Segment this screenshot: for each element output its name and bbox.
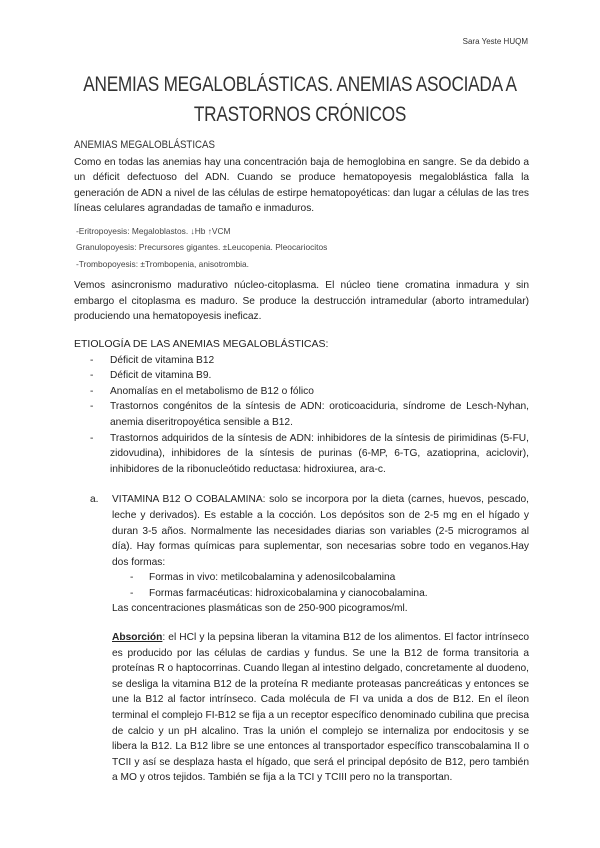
hema-item: Granulopoyesis: Precursores gigantes. ±Leucopenia. Pleocariocitos <box>76 242 328 253</box>
section-heading: ANEMIAS MEGALOBLÁSTICAS <box>74 139 215 151</box>
asynchronism-paragraph: Vemos asincronismo madurativo núcleo-citoplasma. El núcleo tiene cromatina inmadura y sin embargo el citoplasma es maduro. Se produce la destrucción intramedular (aborto intramedular) produciendo una hematopoyesis ineficaz. <box>74 280 529 323</box>
list-item: - Formas in vivo: metilcobalamina y adenosilcobalamina <box>112 570 529 586</box>
item-letter: a. <box>90 494 99 506</box>
list-item: - Déficit de vitamina B12 <box>74 353 529 369</box>
absorption-paragraph <box>74 630 529 786</box>
hema-item: -Eritropoyesis: Megaloblastos. ↓Hb ↑VCM <box>76 225 231 236</box>
list-item: - Anomalías en el metabolismo de B12 o fólico <box>74 384 529 400</box>
document-body <box>74 138 529 786</box>
absorption-text: : el HCl y la pepsina liberan la vitamina B12 de los alimentos. El factor intrínseco es producido por las células de cardias y fundus. Se une la B12 de forma transitoria a proteínas R o haptocorrinas. Cuando llegan al intestino delgado, concretamente al duodeno, se desliga la vitamina B12 de la proteína R mediante proteasas pancreáticas y entonces se une la B12 al factor intrínseco. Cada molécula de FI va unida a dos de B12. En el íleon terminal el complejo FI-B12 se fija a un receptor específico denominado cubilina que precisa de calcio y un pH alcalino. Tras la unión el complejo se internaliza por endocitosis y se libera la B12. La B12 libre se une entonces al transportador específico transcobalamina II o TCII y así se desplaza hasta el hígado, que será el principal depósito de B12, pero también a MO y otros tejidos. También se fija a la TCI y TCIII pero no la transportan. <box>112 632 529 784</box>
author-header: Sara Yeste HUQM <box>462 37 528 46</box>
page-title <box>0 70 600 130</box>
hematopoiesis-list <box>76 223 529 272</box>
list-item: - Trastornos adquiridos de la síntesis de ADN: inhibidores de la síntesis de pirimidinas (5-FU, zidovudina), inhibidores de la síntesis de purinas (6-MP, 6-TG, azatioprina, aciclovir), inhibidores de la ribonucleótido reductasa: hidroxiurea, ara-c. <box>74 431 529 478</box>
intro-paragraph: Como en todas las anemias hay una concentración baja de hemoglobina en sangre. Se da debido a un déficit defectuoso del ADN. Cuando se produce hematopoyesis megaloblástica falla la generación de ADN a nivel de las células de estirpe hematopoyéticas: dan lugar a células de las tres líneas celulares agrandadas de tamaño e inmaduros. <box>74 156 529 215</box>
concentration-text: Las concentraciones plasmáticas son de 250-900 picogramos/ml. <box>112 603 408 615</box>
vitamin-b12-text: VITAMINA B12 O COBALAMINA: solo se incorpora por la dieta (carnes, huevos, pescado, leche y derivados). Es estable a la cocción. Los depósitos son de 2-5 mg en el hígado y duran 3-5 años. Normalmente las necesidades diarias son variables (2-5 microgramos al día). Hay formas químicas para suplementar, son necesarias sobre todo en veganos.Hay dos formas: <box>112 494 529 568</box>
list-item: - Déficit de vitamina B9. <box>74 368 529 384</box>
list-item: - Formas farmacéuticas: hidroxicobalamina y cianocobalamina. <box>112 586 529 602</box>
hema-item: -Trombopoyesis: ±Trombopenia, anisotrombia. <box>76 258 249 269</box>
vitamin-b12-item <box>74 492 529 617</box>
etiology-list <box>74 353 529 478</box>
etiology-heading: ETIOLOGÍA DE LAS ANEMIAS MEGALOBLÁSTICAS: <box>74 337 329 350</box>
title-line-2: TRASTORNOS CRÓNICOS <box>193 103 407 126</box>
list-item: - Trastornos congénitos de la síntesis de ADN: oroticoaciduria, síndrome de Lesch-Nyhan, anemia diseritropoyética sensible a B12. <box>74 399 529 430</box>
absorption-label: Absorción <box>112 632 163 644</box>
title-line-1: ANEMIAS MEGALOBLÁSTICAS. ANEMIAS ASOCIADA A <box>83 73 517 96</box>
forms-list <box>112 570 529 601</box>
